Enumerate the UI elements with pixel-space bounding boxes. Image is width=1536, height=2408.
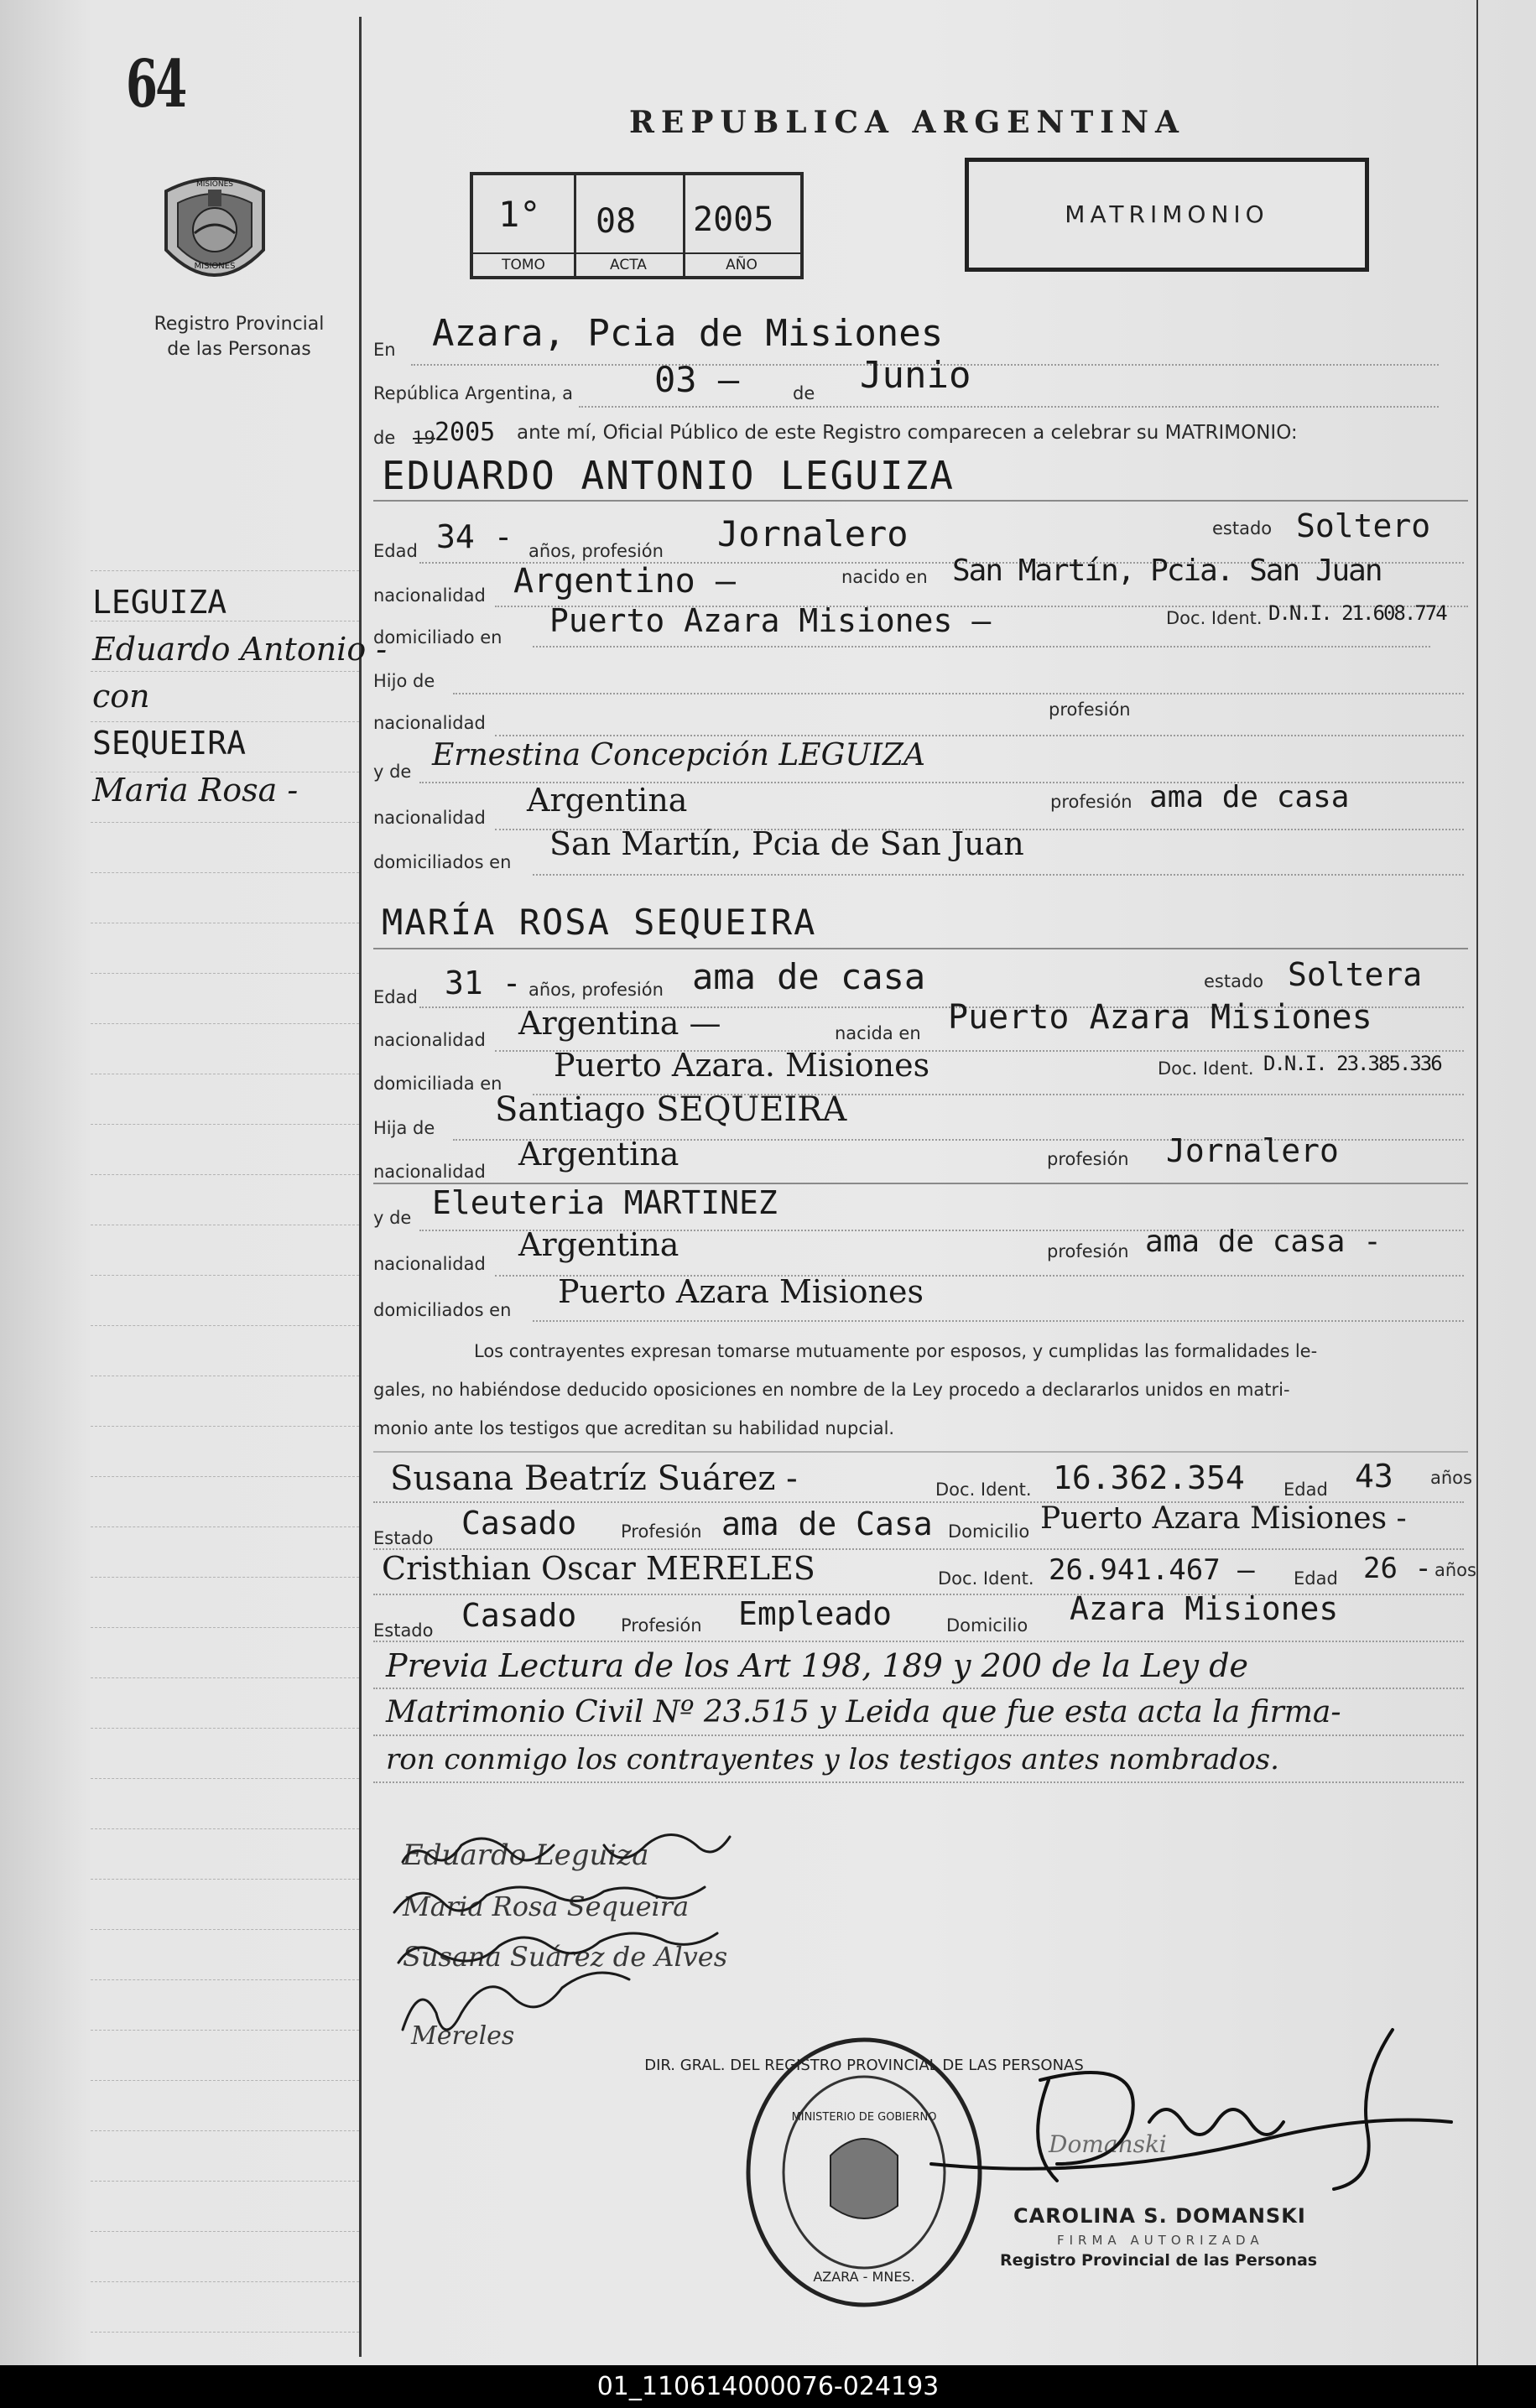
footer-code: 01_110614000076-024193: [0, 2365, 1536, 2408]
signature-3: Susana Suárez de Alves: [403, 1941, 728, 1973]
closing-line-1: Previa Lectura de los Art 198, 189 y 200 de la Ley de: [386, 1647, 1249, 1684]
witness-1-name: Susana Beatríz Suárez -: [390, 1459, 798, 1498]
witness-1-edad-label: Edad: [1283, 1480, 1328, 1500]
tomo-acta-box: [470, 172, 804, 279]
witness-1-profesion-label: Profesión: [621, 1521, 702, 1542]
svg-text:AZARA - MNES.: AZARA - MNES.: [813, 2269, 915, 2285]
groom-name: EDUARDO ANTONIO LEGUIZA: [382, 453, 955, 498]
svg-text:MISIONES: MISIONES: [195, 180, 234, 189]
groom-hijo-label: Hijo de: [373, 671, 435, 691]
signature-2: Maria Rosa Sequeira: [403, 1891, 690, 1922]
bride-domiciliada-label: domiciliada en: [373, 1074, 502, 1094]
bride-estado-label: estado: [1204, 971, 1264, 991]
margin-note-line-2: Eduardo Antonio -: [92, 631, 388, 668]
declaration-line-1: Los contrayentes expresan tomarse mutuamente por esposos, y cumplidas las formalidades le-: [474, 1341, 1318, 1361]
official-title: FIRMA AUTORIZADA: [1057, 2233, 1264, 2248]
witness-2-domicilio-label: Domicilio: [946, 1615, 1028, 1636]
groom-father-profesion-label: profesión: [1049, 700, 1131, 720]
de-label: de: [793, 383, 815, 403]
bride-profession: ama de casa: [692, 956, 926, 997]
witness-1-domicile: Puerto Azara Misiones -: [1040, 1501, 1407, 1536]
declaration-line-2: gales, no habiéndose deducido oposiciones en nombre de la Ley procedo a declararlos unidos en matri-: [373, 1380, 1290, 1400]
groom-age: 34 -: [436, 518, 513, 555]
margin-divider: [359, 17, 362, 2357]
acta-value: 08: [596, 202, 637, 241]
groom-profession: Jornalero: [717, 513, 909, 554]
bride-parents-domicile: Puerto Azara Misiones: [558, 1273, 924, 1310]
svg-text:MINISTERIO DE GOBIERNO: MINISTERIO DE GOBIERNO: [791, 2111, 937, 2124]
closing-line-3: ron conmigo los contrayentes y los testigos antes nombrados.: [386, 1743, 1279, 1776]
bride-doc: D.N.I. 23.385.336: [1263, 1052, 1441, 1075]
bride-nacionalidad-label: nacionalidad: [373, 1030, 486, 1050]
en-label: En: [373, 340, 396, 360]
witness-2-status: Casado: [461, 1597, 577, 1634]
witness-2-estado-label: Estado: [373, 1620, 434, 1641]
bride-marital-status: Soltera: [1288, 956, 1423, 993]
groom-mother-nacionalidad-label: nacionalidad: [373, 808, 486, 828]
registry-line-2: de las Personas: [167, 339, 311, 360]
witness-2-profesion-label: Profesión: [621, 1615, 702, 1636]
acta-label: ACTA: [574, 252, 683, 276]
groom-domiciliado-label: domiciliado en: [373, 627, 502, 648]
witness-2-domicile: Azara Misiones: [1070, 1590, 1339, 1627]
witness-2-anos-label: años: [1434, 1560, 1476, 1580]
declaration-line-3: monio ante los testigos que acreditan su habilidad nupcial.: [373, 1418, 895, 1438]
witness-1-status: Casado: [461, 1505, 577, 1542]
groom-birthplace: San Martín, Pcia. San Juan: [952, 554, 1382, 588]
ano-value: 2005: [693, 200, 774, 239]
groom-domicile: Puerto Azara Misiones —: [549, 602, 992, 639]
bride-nationality: Argentina —: [518, 1005, 721, 1042]
bride-mother-profesion-label: profesión: [1047, 1241, 1129, 1261]
bride-father-profession: Jornalero: [1166, 1132, 1339, 1169]
republica-label: República Argentina, a: [373, 383, 573, 403]
groom-anos-profesion-label: años, profesión: [528, 541, 664, 561]
official-registry: Registro Provincial de las Personas: [1000, 2251, 1318, 2270]
groom-mother-prefix: y de: [373, 762, 412, 782]
tomo-label: TOMO: [473, 252, 574, 276]
bride-father: Santiago SEQUEIRA: [495, 1090, 847, 1129]
bride-name: MARÍA ROSA SEQUEIRA: [382, 902, 817, 943]
bride-age: 31 -: [445, 965, 522, 1001]
witness-1-doc-label: Doc. Ident.: [935, 1480, 1032, 1500]
bride-mother-prefix: y de: [373, 1208, 412, 1228]
witness-1-doc: 16.362.354: [1053, 1459, 1245, 1496]
groom-mother-nationality: Argentina: [527, 782, 688, 819]
groom-nationality: Argentino —: [513, 562, 736, 601]
witness-2-doc-label: Doc. Ident.: [938, 1568, 1034, 1589]
groom-mother-profession: ama de casa: [1149, 780, 1350, 814]
margin-note-line-3: con: [92, 678, 150, 715]
country-title: REPUBLICA ARGENTINA: [629, 105, 1185, 140]
bride-hija-label: Hija de: [373, 1118, 435, 1138]
groom-nacido-label: nacido en: [841, 567, 928, 587]
page-number: 64: [126, 46, 185, 122]
witness-1-profession: ama de Casa: [721, 1506, 933, 1542]
ano-cell: [683, 175, 800, 276]
official-name: CAROLINA S. DOMANSKI: [1013, 2204, 1306, 2228]
official-signature-graphic: [923, 2013, 1476, 2214]
margin-note-line-1: LEGUIZA: [92, 584, 227, 621]
witness-1-estado-label: Estado: [373, 1528, 434, 1548]
witness-1-anos-label: años: [1430, 1468, 1472, 1488]
bride-mother: Eleuteria MARTINEZ: [432, 1184, 778, 1221]
place-value: Azara, Pcia de Misiones: [432, 312, 944, 355]
groom-edad-label: Edad: [373, 541, 418, 561]
act-type-label: MATRIMONIO: [1065, 200, 1269, 228]
svg-text:DIR. GRAL. DEL REGISTRO PROVIN: DIR. GRAL. DEL REGISTRO PROVINCIAL DE LAS PERSONAS: [644, 2057, 1084, 2074]
groom-doc: D.N.I. 21.608.774: [1268, 601, 1446, 625]
declaration-text: [373, 1332, 1481, 1448]
closing-line-2: Matrimonio Civil Nº 23.515 y Leida que fue esta acta la firma-: [386, 1695, 1341, 1729]
groom-mother: Ernestina Concepción LEGUIZA: [432, 738, 925, 772]
bride-nacida-label: nacida en: [835, 1023, 921, 1043]
acta-cell: [574, 175, 685, 276]
witness-2-profession: Empleado: [738, 1595, 893, 1632]
month-value: Junio: [860, 354, 971, 397]
bride-doc-label: Doc. Ident.: [1158, 1058, 1254, 1079]
margin-note-line-5: Maria Rosa -: [92, 772, 299, 809]
day-value: 03 —: [654, 359, 740, 400]
registry-name: [101, 312, 377, 362]
witness-2-age: 26 -: [1363, 1552, 1432, 1585]
bride-father-profesion-label: profesión: [1047, 1149, 1129, 1169]
bride-domicile: Puerto Azara. Misiones: [554, 1047, 930, 1084]
year-value: 2005: [435, 418, 496, 447]
groom-parents-domicile-label: domiciliados en: [373, 852, 512, 872]
groom-mother-profesion-label: profesión: [1050, 792, 1132, 812]
svg-text:MISIONES: MISIONES: [194, 262, 236, 271]
bride-anos-profesion-label: años, profesión: [528, 980, 664, 1000]
witness-2-doc: 26.941.467 —: [1049, 1553, 1255, 1587]
groom-marital-status: Soltero: [1296, 507, 1431, 544]
bride-mother-nationality: Argentina: [518, 1226, 679, 1263]
bride-birthplace: Puerto Azara Misiones: [948, 998, 1372, 1037]
groom-doc-label: Doc. Ident.: [1166, 608, 1263, 628]
groom-estado-label: estado: [1212, 518, 1273, 538]
groom-father-nacionalidad-label: nacionalidad: [373, 713, 486, 733]
registry-line-1: Registro Provincial: [154, 314, 325, 335]
bride-edad-label: Edad: [373, 987, 418, 1007]
witness-1-age: 43: [1355, 1458, 1393, 1495]
year-print-digits: 19: [413, 428, 435, 448]
bride-father-nacionalidad-label: nacionalidad: [373, 1162, 486, 1182]
groom-nacionalidad-label: nacionalidad: [373, 585, 486, 606]
ano-label: AÑO: [683, 252, 800, 276]
groom-parents-domicile: San Martín, Pcia de San Juan: [549, 825, 1024, 862]
intro-text: ante mí, Oficial Público de este Registro comparecen a celebrar su MATRIMONIO:: [517, 422, 1298, 444]
signature-1: Eduardo Leguiza: [403, 1839, 649, 1872]
tomo-cell: [473, 175, 576, 276]
official-signature: Domanski: [1049, 2130, 1167, 2158]
signature-4: Mereles: [411, 2021, 515, 2051]
bride-father-nationality: Argentina: [518, 1136, 679, 1173]
witness-1-domicilio-label: Domicilio: [948, 1521, 1030, 1542]
closing-text: [386, 1642, 1341, 1783]
margin-note: [92, 579, 387, 814]
year-prefix-label: de: [373, 428, 396, 448]
act-type-box: [965, 158, 1369, 272]
witness-2-name: Cristhian Oscar MERELES: [382, 1550, 815, 1587]
bride-parents-domicile-label: domiciliados en: [373, 1300, 512, 1320]
margin-note-line-4: SEQUEIRA: [92, 725, 247, 762]
bride-mother-nacionalidad-label: nacionalidad: [373, 1254, 486, 1274]
tomo-value: 1°: [498, 194, 541, 235]
witness-2-edad-label: Edad: [1294, 1568, 1338, 1589]
provincial-seal-icon: [158, 166, 272, 300]
bride-mother-profession: ama de casa -: [1145, 1225, 1382, 1259]
right-edge: [1476, 0, 1478, 2365]
